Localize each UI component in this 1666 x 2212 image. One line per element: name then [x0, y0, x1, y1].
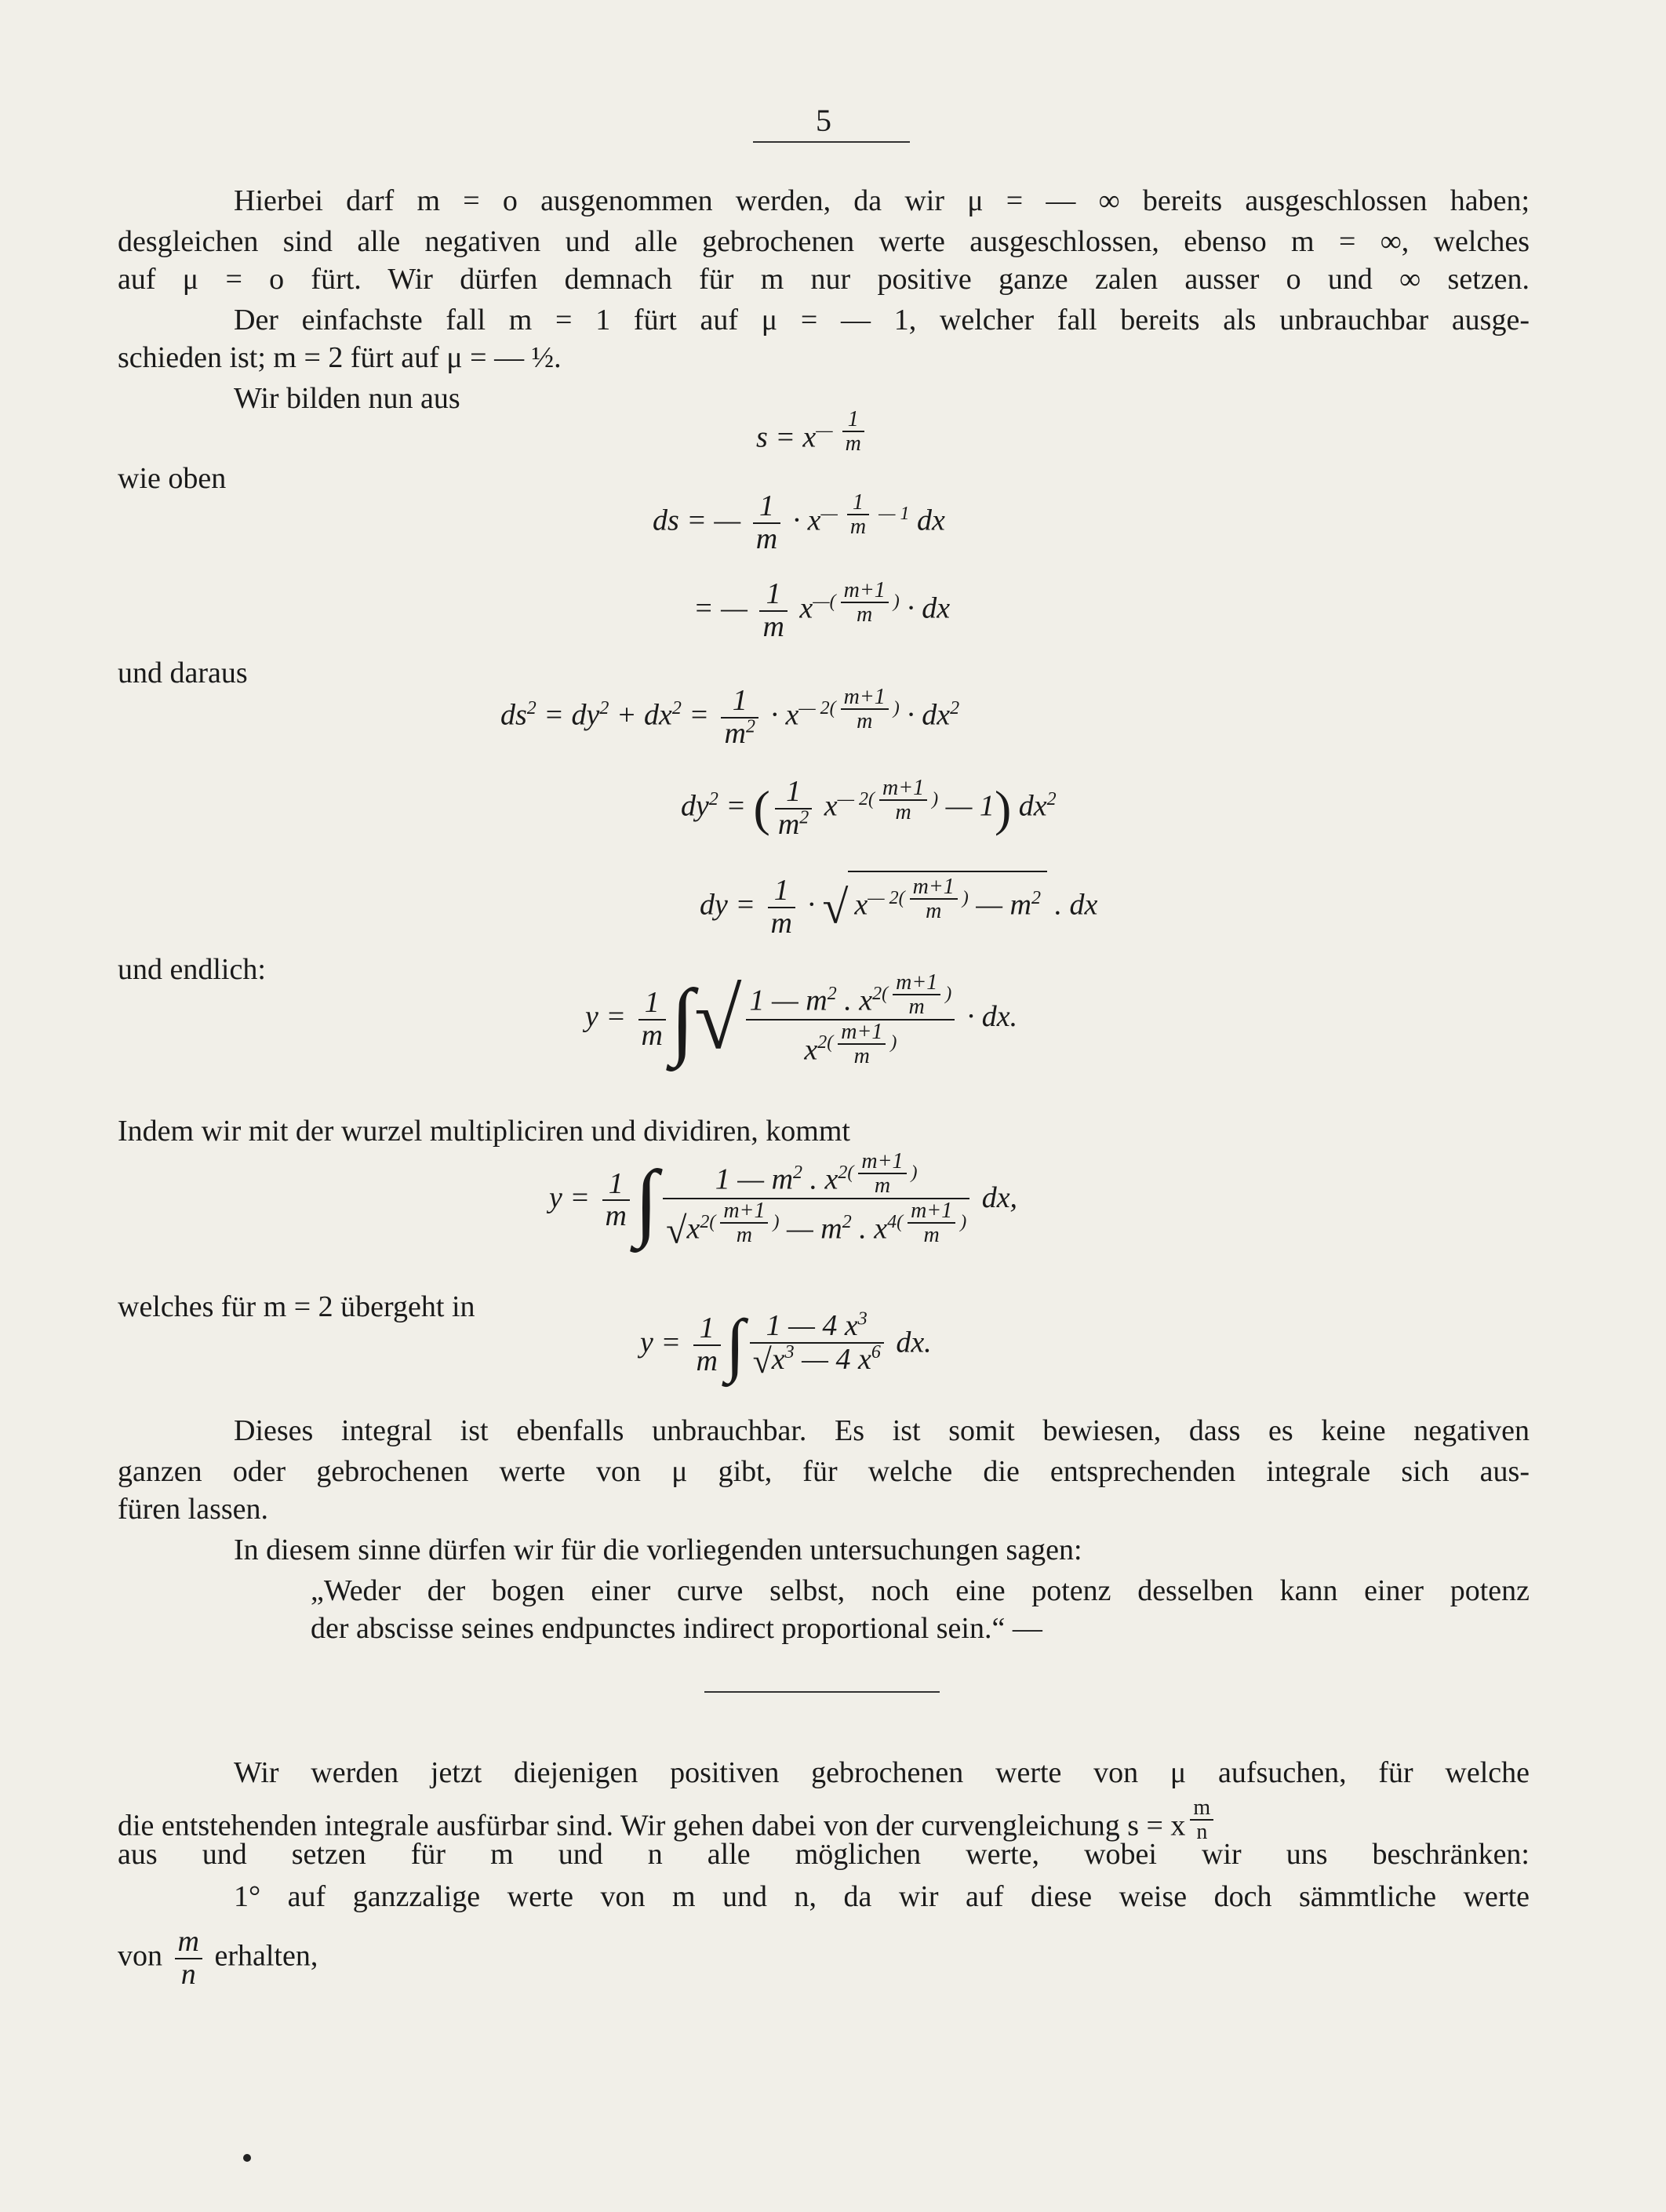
p1-line-1: Hierbei darf m = o ausgenommen werden, da wir μ = — ∞ bereits ausgeschlossen haben; [234, 184, 1530, 217]
p1-line-2: desgleichen sind alle negativen und alle gebrochenen werte ausgeschlossen, ebenso m = ∞, welches [118, 225, 1530, 258]
section-separator [704, 1691, 940, 1693]
label-und-daraus: und daraus [118, 657, 248, 689]
p8-line-2: von $\frac{m}{n}$ erhalten, [118, 1925, 318, 1991]
eq-ds2: $ds^2 = dy^2 + dx^2$ = $\frac{1}{m^2}$ · $x^{— 2( \frac{m+1}{m} )} \cdot dx^2$ [500, 684, 960, 750]
p3: Wir bilden nun aus [234, 382, 460, 415]
p5-line-2: ganzen oder gebrochenen werte von μ gibt, für welche die entsprechenden integrale sich aus- [118, 1455, 1530, 1488]
eq-y-2: y = $\frac{1}{m}$ ∫ 1 — $m^2$ . $x^{2( \frac{m+1}{m} )}$ $√x^{2( \frac{m+1}{m} )}$ — $m^2$ . $x^{4( \frac{m+1}{m} )}$ dx, [549, 1149, 1018, 1252]
label-und-endlich: und endlich: [118, 953, 266, 986]
p7-line-2-text: die entstehenden integrale ausfürbar sind. Wir gehen dabei von der curvengleichung s = x [118, 1809, 1186, 1843]
quote-line-1: „Weder der bogen einer curve selbst, noch eine potenz desselben kann einer potenz [311, 1574, 1530, 1607]
eq-dy2: $dy^2$ = ( $\frac{1}{m^2}$ $x^{— 2( \frac{m+1}{m} )}$ — 1) $dx^2$ [681, 775, 1057, 841]
p7-line-2: die entstehenden integrale ausfürbar sind. Wir gehen dabei von der curvengleichung s = x $^{\frac{m}{n}}$ [118, 1796, 1530, 1845]
quote-line-2: der abscisse seines endpunctes indirect proportional sein.“ — [311, 1612, 1042, 1645]
p6: In diesem sinne dürfen wir für die vorliegenden untersuchungen sagen: [234, 1533, 1082, 1566]
label-welches: welches für m = 2 übergeht in [118, 1290, 475, 1323]
p7-line-1: Wir werden jetzt diejenigen positiven gebrochenen werte von μ aufsuchen, für welche [234, 1756, 1530, 1789]
p5-line-3: füren lassen. [118, 1493, 269, 1526]
eq-dy: dy = $\frac{1}{m}$ · √ $x^{— 2( \frac{m+1}{m} )}$ — $m^2$ . dx [700, 871, 1097, 940]
header-rule [753, 141, 910, 143]
p5-line-1: Dieses integral ist ebenfalls unbrauchbar. Es ist somit bewiesen, dass es keine negativen [234, 1414, 1530, 1447]
p8-line-1: 1° auf ganzzalige werte von m und n, da wir auf diese weise doch sämmtliche werte [234, 1880, 1530, 1913]
eq-y-1: y = $\frac{1}{m}$ ∫√ 1 — $m^2$ . $x^{2( \frac{m+1}{m} )}$ $x^{2( \frac{m+1}{m} )}$ · dx. [585, 970, 1018, 1068]
ink-dot [243, 2154, 251, 2162]
p1-line-3: auf μ = o fürt. Wir dürfen demnach für m nur positive ganze zalen ausser o und ∞ setzen. [118, 263, 1530, 296]
p4: Indem wir mit der wurzel multipliciren und dividiren, kommt [118, 1115, 850, 1148]
p2-line-1: Der einfachste fall m = 1 fürt auf μ = — 1, welcher fall bereits als unbrauchbar ausge- [234, 304, 1530, 337]
p7-line-3: aus und setzen für m und n alle möglichen werte, wobei wir uns beschränken: [118, 1838, 1530, 1871]
page-number: 5 [816, 103, 831, 138]
p2-line-2: schieden ist; m = 2 fürt auf μ = — ½. [118, 341, 562, 374]
eq-y-3: y = $\frac{1}{m}$ ∫ $\frac{1 — 4 x^3}{√x^3 — 4 x^6}$ dx. [640, 1306, 932, 1384]
eq-ds: ds = — $\frac{1}{m}$ · $x^{— \frac{1}{m} — 1}$ dx [653, 489, 945, 555]
eq-s: $s = x^{— \frac{1}{m}}$ [756, 408, 869, 456]
label-wie-oben: wie oben [118, 462, 227, 495]
eq-ds-2: = — $\frac{1}{m}$ $x^{—( \frac{m+1}{m} )}$ · dx [693, 577, 951, 643]
